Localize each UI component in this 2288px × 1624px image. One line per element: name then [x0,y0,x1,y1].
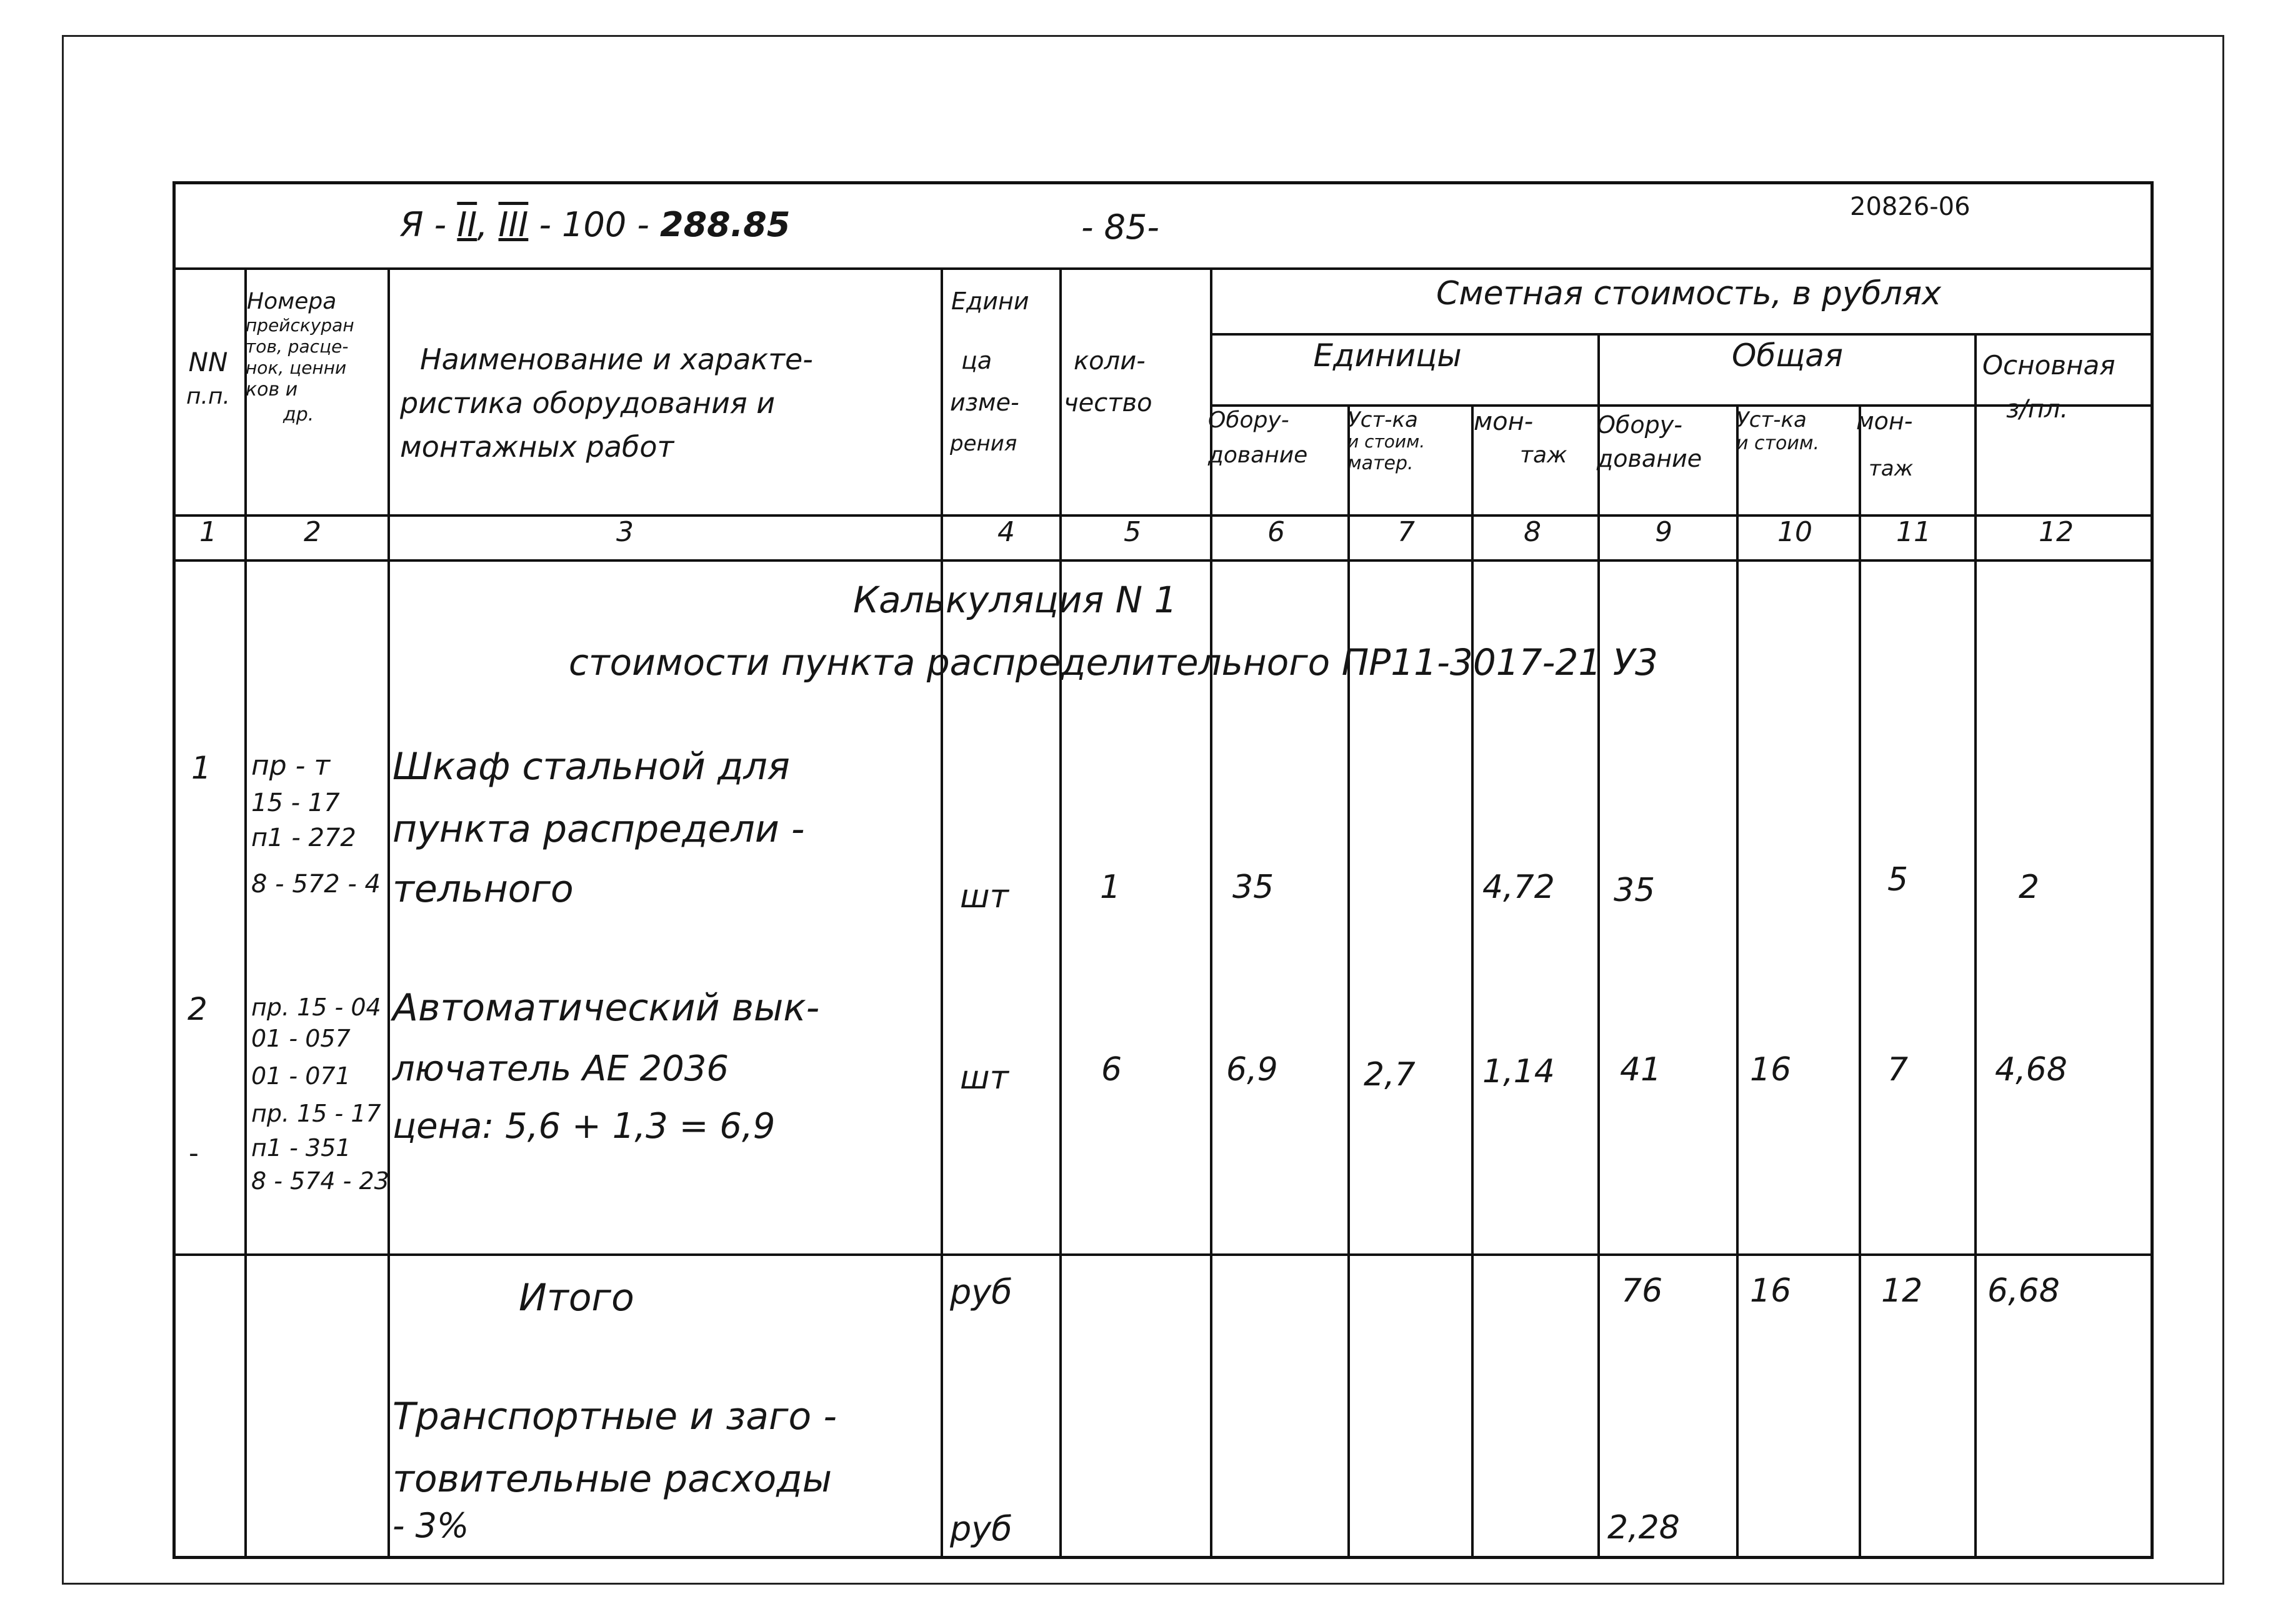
col4-header-line4: рения [950,431,1017,456]
total-label: Итого [519,1276,634,1320]
col-divider-9 [1736,404,1739,1559]
col10-header-line2: и стоим. [1736,432,1820,454]
row1-unit-mounting: 4,72 [1482,869,1555,906]
row1-name-line1: Шкаф стальной для [392,745,790,789]
body-rule [176,1253,2151,1256]
col5-header-line1: коли- [1074,347,1146,376]
col5-header-line2: чество [1064,389,1152,417]
col2-header-line5: ков и [246,379,298,401]
col-number-9: 9 [1655,516,1672,548]
row1-ref-line4: 8 - 572 - 4 [251,870,381,899]
col-number-3: 3 [616,516,634,548]
col2-header-line1: Номера [247,289,337,314]
unit-cost-group-header: Единицы [1313,337,1462,374]
col2-header-line3: тов, расце- [246,336,349,357]
col-number-7: 7 [1397,516,1415,548]
col6-header-line1: Обору- [1208,407,1289,433]
col2-header-line6: др. [283,404,314,426]
row2-total-equipment: 41 [1620,1051,1662,1088]
col-number-6: 6 [1267,516,1285,548]
row1-total-equipment: 35 [1614,872,1656,909]
col2-header-line2: прейскуран [246,315,354,336]
row1-base-salary: 2 [2019,869,2040,906]
row1-unit-equipment: 35 [1232,869,1274,906]
transport-unit: руб [950,1509,1012,1548]
total-base-salary: 6,68 [1987,1272,2060,1310]
col-divider-2 [387,267,390,1559]
row2-qty: 6 [1101,1051,1122,1088]
row1-ref-line1: пр - т [251,750,331,782]
col4-header-line3: изме- [950,389,1019,416]
col8-header-line1: мон- [1474,407,1534,436]
row2-unit-mounting: 1,14 [1482,1053,1555,1090]
total-mounting: 12 [1881,1272,1923,1310]
cost-group-rule [1210,333,2151,336]
col1-header-line2: п.п. [186,384,230,409]
col-number-1: 1 [199,516,217,548]
column-number-rule [176,559,2151,562]
total-install: 16 [1750,1272,1792,1310]
col-number-8: 8 [1524,516,1541,548]
document-code: Я - II, III - 100 - 288.85 [400,205,791,244]
col-number-2: 2 [304,516,321,548]
total-unit: руб [950,1272,1012,1312]
col12-header-line1: Основная [1982,350,2116,381]
row2-number: 2 [187,991,207,1027]
header-bottom-rule [176,267,2151,270]
col2-header-line4: нок, ценни [246,357,347,378]
row1-unit: шт [960,878,1009,915]
row1-name-line2: пункта распредели - [392,807,805,851]
col7-header-line3: матер. [1347,452,1414,474]
col4-header-line2: ца [961,347,992,374]
row2-ref-line3: 01 - 071 [251,1062,351,1090]
col-divider-7 [1471,404,1474,1559]
col10-header-line1: Уст-ка [1736,407,1807,432]
calculation-title: Калькуляция N 1 [853,579,1177,621]
col1-header-line1: NN [188,347,228,377]
row1-total-mounting: 5 [1887,861,1909,899]
transport-label-line1: Транспортные и заго - [392,1395,837,1438]
col3-header-line2: ристика оборудования и [400,386,776,420]
col-number-10: 10 [1777,516,1812,548]
col-divider-3 [941,267,943,1559]
row2-unit: шт [960,1059,1009,1097]
col6-header-line2: дование [1208,442,1308,468]
col7-header-line1: Уст-ка [1347,407,1418,432]
col4-header-line1: Едини [951,287,1029,315]
row2-ref-line1: пр. 15 - 04 [251,994,381,1021]
col-number-11: 11 [1896,516,1931,548]
calculation-subtitle: стоимости пункта распределительного ПР11-3017-21 У3 [569,641,1658,684]
col3-header-line3: монтажных работ [400,430,674,464]
row2-name-line2: лючатель АЕ 2036 [392,1049,729,1089]
col-number-5: 5 [1124,516,1141,548]
col-divider-6 [1347,404,1350,1559]
col7-header-line2: и стоим. [1347,431,1426,452]
row1-number: 1 [191,750,211,786]
col12-header-line2: з/пл. [2006,395,2069,424]
margin-mark: - [189,1137,199,1169]
transport-equipment: 2,28 [1607,1509,1680,1547]
row2-unit-equipment: 6,9 [1226,1051,1278,1088]
row2-ref-line4: пр. 15 - 17 [251,1100,381,1127]
col8-header-line2: таж [1520,442,1567,468]
row2-base-salary: 4,68 [1995,1051,2067,1088]
transport-label-line3: - 3% [392,1506,469,1545]
row2-total-install: 16 [1750,1051,1792,1088]
col-divider-8 [1597,333,1600,1559]
row2-total-mounting: 7 [1887,1051,1909,1088]
col-number-12: 12 [2039,516,2074,548]
col-divider-4 [1059,267,1062,1559]
col-divider-10 [1859,404,1861,1559]
cost-group-header: Сметная стоимость, в рублях [1436,275,1941,312]
row2-ref-line2: 01 - 057 [251,1025,351,1052]
page-number: - 85- [1081,207,1159,247]
col-divider-11 [1974,333,1977,1559]
row1-name-line3: тельного [392,867,574,911]
total-cost-group-header: Общая [1731,337,1844,374]
row1-ref-line3: п1 - 272 [251,824,356,852]
row2-name-line3: цена: 5,6 + 1,3 = 6,9 [392,1106,776,1147]
row2-ref-line6: 8 - 574 - 23 [251,1167,389,1195]
total-equipment: 76 [1621,1272,1663,1310]
col3-header-line1: Наименование и характе- [420,342,813,376]
col11-header-line2: таж [1869,456,1914,481]
transport-label-line2: товительные расходы [392,1457,832,1501]
col-divider-1 [244,267,247,1559]
col-number-4: 4 [997,516,1015,548]
row1-qty: 1 [1100,869,1121,906]
archive-number: 20826-06 [1850,192,1971,221]
row2-name-line1: Автоматический вык- [392,986,820,1030]
row2-ref-line5: п1 - 351 [251,1134,351,1162]
col9-header-line2: дование [1597,445,1702,472]
row1-ref-line2: 15 - 17 [251,789,340,817]
row2-unit-install: 2,7 [1364,1056,1416,1093]
col11-header-line1: мон- [1856,407,1913,435]
col9-header-line1: Обору- [1597,411,1682,439]
column-header-rule [176,514,2151,517]
